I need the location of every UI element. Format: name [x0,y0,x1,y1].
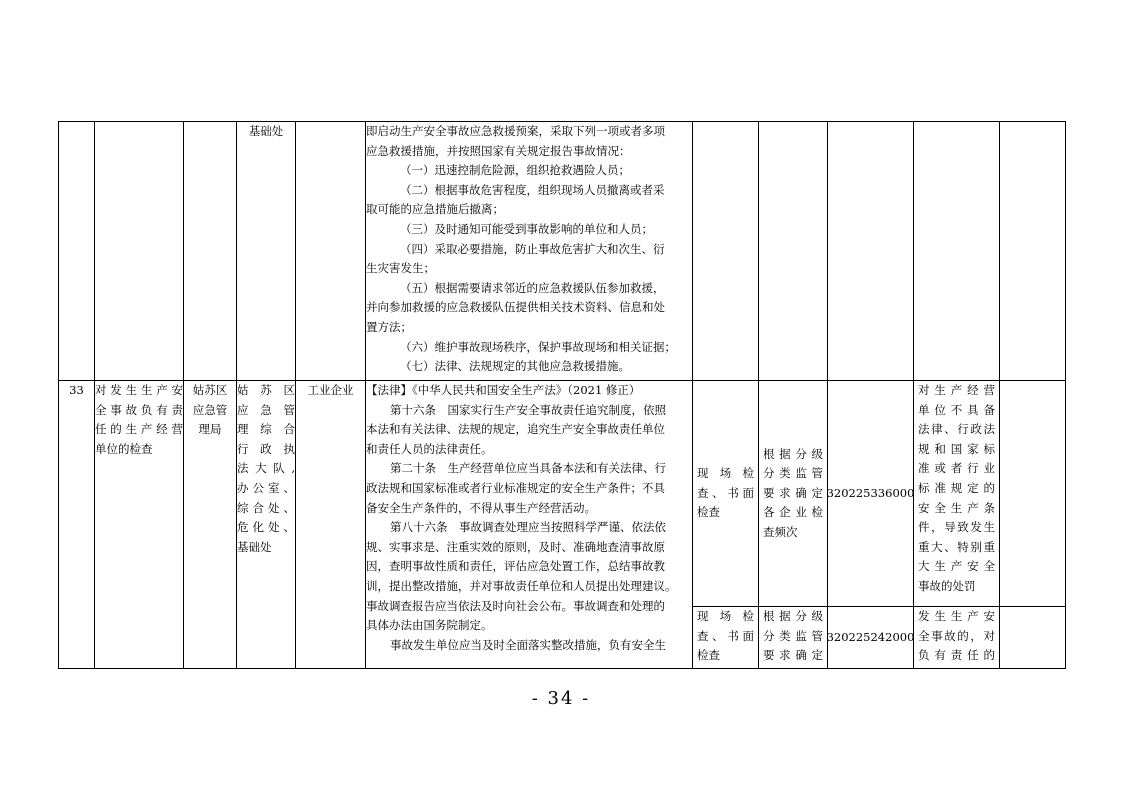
law-line: 本法和有关法律、法规的规定，追究生产安全事故责任单位 [366,422,665,437]
code-cell [828,122,914,381]
law-line: （三）及时通知可能受到事故影响的单位和人员； [400,221,653,236]
law-line: （四）采取必要措施，防止事故危害扩大和次生、衍 [400,241,665,256]
method-b [697,607,754,666]
law-line: （二）根据事故危害程度，组织现场人员撤离或者采 [400,182,665,197]
subitem-line: 事故的处罚 [918,578,976,593]
subitem-a [918,381,995,597]
freq-b [763,607,823,666]
page-number: - 34 - [531,688,591,709]
method-line: 现场检 [697,609,754,623]
dept-cell [237,122,296,381]
subitem-line: 准或者行业 [918,461,995,476]
law-line: 取可能的应急措施后撤离； [366,202,504,217]
law-cell [366,381,693,669]
item-name [95,381,183,459]
law-line: 事故调查报告应当依法及时向社会公布。事故调查和处理的 [366,598,665,613]
law-line: 即启动生产安全事故应急救援预案，采取下列一项或者多项 [366,124,665,138]
law-text [366,381,692,655]
dept-text: 基础处 [248,124,284,138]
freq-line: 根据分级 [763,446,823,461]
law-line: 第八十六条 事故调查处理应当按照科学严谨、依法依 [390,520,666,535]
item-line: 单位的检查 [95,441,153,456]
law-line: 训，提出整改措施，并对事故责任单位和人员提出处理建议。 [366,578,677,593]
subitem-line: 全事故的，对 [918,628,995,643]
dept-line: 理综合 [237,422,295,437]
freq-line: 要求确定 [763,485,823,500]
item-cell [95,381,184,669]
law-text [366,122,692,377]
freq-line: 分类监管 [763,628,823,643]
item-line: 全事故负有责 [95,402,183,417]
code-a: 320225336000 [826,485,915,500]
item-cell [95,122,184,381]
law-line: 应急救援措施，并按照国家有关规定报告事故情况： [366,143,631,158]
method-cell [693,381,759,669]
method-cell [693,122,759,381]
item-line: 对发生生产安 [95,383,183,397]
subitem-line: 重大、特别重 [918,539,995,554]
method-a [697,464,754,523]
law-line: （六）维护事故现场秩序，保护事故现场和相关证据； [400,339,676,354]
subitem-cell [914,381,1000,669]
target-cell [296,381,366,669]
method-line: 现场检 [697,466,754,481]
law-line: （一）迅速控制危险源，组织抢救遇险人员； [400,163,630,178]
seq-number: 33 [69,383,84,397]
table-row-33 [59,381,1066,669]
law-line: （七）法律、法规规定的其他应急救援措施。 [400,359,630,374]
table-row-continuation [59,122,1066,381]
dept-line: 行政执 [237,441,295,456]
dept-line: 姑苏区 [237,383,295,397]
law-line: 第二十条 生产经营单位应当具备本法和有关法律、行 [390,461,666,476]
subitem-line: 法律、行政法 [918,422,995,437]
dept-name [237,381,295,557]
law-line: 【法律】《中华人民共和国安全生产法》（2021 修正） [366,383,641,397]
freq-line: 查频次 [763,524,798,539]
dept-line: 危化处、 [237,520,295,535]
law-line: 和责任人员的法律责任。 [366,441,493,456]
law-line: 规、实事求是、注重实效的原则，及时、准确地查清事故原 [366,539,665,554]
code-b: 320225242000 [826,629,915,644]
agency-line: 应急管 [192,402,228,417]
dept-line: 应急管 [237,402,295,417]
freq-cell [759,381,828,669]
method-line: 检查 [697,505,720,520]
subitem-b [918,607,995,666]
freq-line: 各企业检 [763,505,823,520]
law-line: 因，查明事故性质和责任，评估应急处置工作，总结事故教 [366,559,665,574]
subitem-line: 规和国家标 [918,441,995,456]
dept-line: 综合处、 [237,500,295,515]
freq-cell [759,122,828,381]
law-cell [366,122,693,381]
law-line: 并向参加救援的应急救援队伍提供相关技术资料、信息和处 [366,300,665,315]
law-line: 具体办法由国务院制定。 [366,618,493,633]
subitem-line: 负有责任的 [918,648,995,663]
law-line: 备安全生产条件的，不得从事生产经营活动。 [366,500,596,515]
method-line: 查、书面 [697,628,754,643]
subitem-line: 大生产安全 [918,559,995,574]
target-cell [296,122,366,381]
law-line: 第十六条 国家实行生产安全事故责任追究制度，依照 [390,402,666,417]
subitem-line: 单位不具备 [918,402,995,417]
agency-name [184,381,236,440]
subitem-cell [914,122,1000,381]
subitem-line: 件，导致发生 [918,520,995,535]
remark-cell [1000,381,1066,669]
subitem-line: 标准规定的 [918,480,995,495]
agency-line: 理局 [198,422,222,437]
method-line: 检查 [697,648,720,663]
law-line: （五）根据需要请求邻近的应急救援队伍参加救援， [400,280,665,295]
target-name: 工业企业 [307,383,354,397]
item-line: 任的生产经营 [95,422,183,437]
dept-line: 法大队, [237,461,295,476]
dept-line: 基础处 [237,539,272,554]
agency-cell [184,122,237,381]
freq-line: 要求确定 [763,648,823,663]
seq-cell [59,122,95,381]
agency-line: 姑苏区 [192,383,228,397]
subitem-line: 安全生产条 [918,500,995,515]
freq-line: 分类监管 [763,466,823,481]
law-line: 生灾害发生； [366,261,435,276]
code-cell [828,381,914,669]
dept-line: 办公室、 [237,480,295,495]
freq-a [763,445,823,543]
remark-cell [1000,122,1066,381]
agency-cell [184,381,237,669]
inspection-table [58,121,1066,669]
freq-line: 根据分级 [763,609,823,623]
seq-cell [59,381,95,669]
dept-cell [237,381,296,669]
law-line: 置方法； [366,319,412,334]
law-line: 政法规和国家标准或者行业标准规定的安全生产条件；不具 [366,480,665,495]
law-line: 事故发生单位应当及时全面落实整改措施，负有安全生 [390,637,666,652]
subitem-line: 对生产经营 [918,383,995,397]
subitem-line: 发生生产安 [918,609,995,623]
method-line: 查、书面 [697,485,754,500]
